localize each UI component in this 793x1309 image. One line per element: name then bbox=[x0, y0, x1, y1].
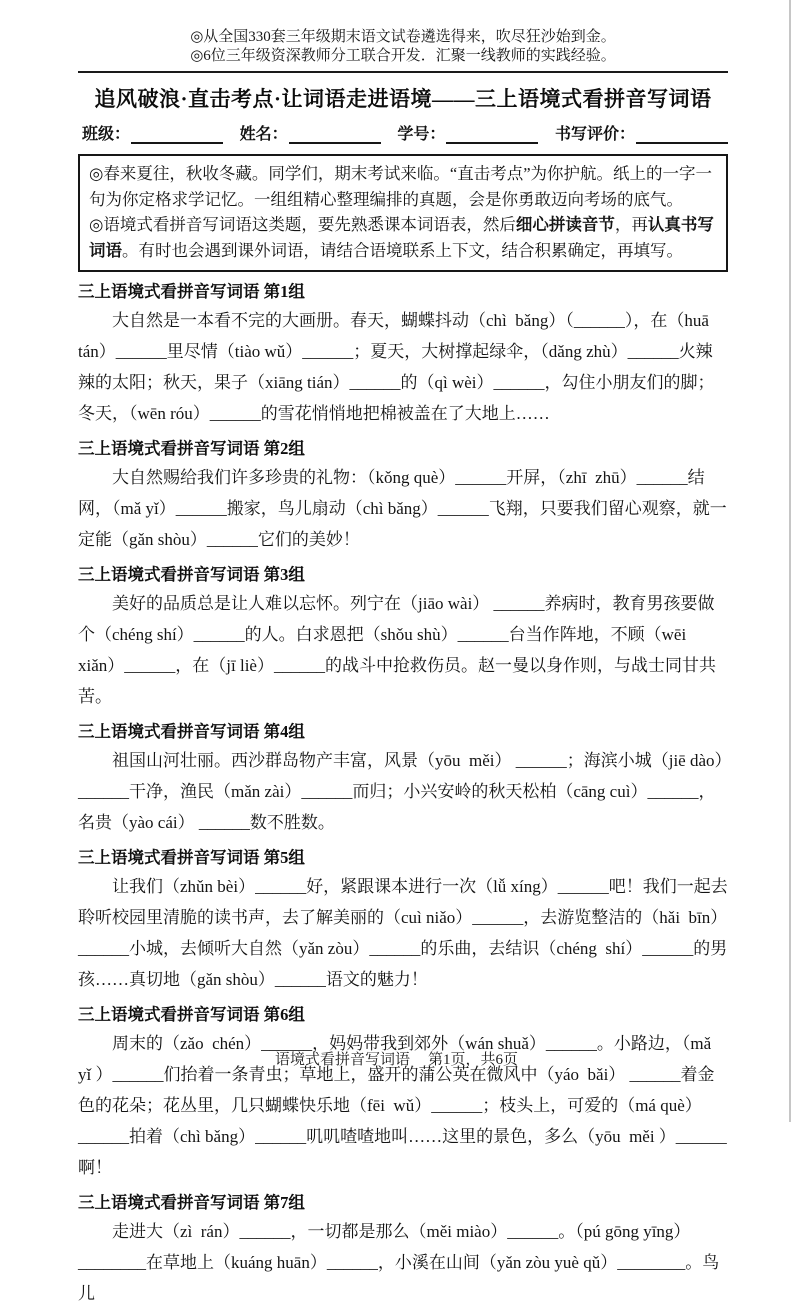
group-heading: 三上语境式看拼音写词语 第6组 bbox=[78, 1005, 305, 1024]
student-id-field bbox=[397, 121, 538, 144]
group-heading: 三上语境式看拼音写词语 第1组 bbox=[78, 282, 305, 301]
intro-paragraph-1: ◎春来夏往，秋收冬藏。同学们，期末考试来临。“直击考点”为你护航。纸上的一字一句为你定格求学记忆。一组组精心整理编排的真题，会是你勇敢迈向考场的底气。 bbox=[89, 164, 713, 209]
group-paragraph: 大自然赐给我们许多珍贵的礼物：（kǒng què）______开屏，（zhī zhū）______结网，（mǎ yǐ）______搬家，鸟儿扇动（chì bǎng）______飞翔，只要我们留心观察，就一定能（gǎn shòu）______它们的美妙！ bbox=[78, 468, 727, 549]
handwriting-rating-label: 书写评价： bbox=[554, 126, 635, 143]
group-heading: 三上语境式看拼音写词语 第2组 bbox=[78, 439, 305, 458]
class-field bbox=[82, 121, 223, 144]
header-tagline-1: ◎从全国330套三年级期末语文试卷遴选得来，吹尽狂沙始到金。 bbox=[190, 29, 616, 45]
student-id-label: 学号： bbox=[397, 126, 446, 143]
handwriting-rating-blank-line bbox=[636, 126, 728, 144]
page-footer bbox=[0, 1048, 793, 1069]
name-field bbox=[240, 121, 381, 144]
worksheet-content bbox=[78, 28, 728, 1309]
header-tagline-2: ◎6位三年级资深教师分工联合开发．汇聚一线教师的实践经验。 bbox=[190, 48, 616, 64]
group-heading: 三上语境式看拼音写词语 第4组 bbox=[78, 722, 305, 741]
group-paragraph: 祖国山河壮丽。西沙群岛物产丰富，风景（yōu měi） ______；海滨小城（jiē dào）______干净，渔民（mǎn zài）______而归；小兴安岭的秋天松柏（cāng cuì）______，名贵（yào cái） ______数不胜数。 bbox=[78, 751, 724, 832]
group-paragraph: 走进大（zì rán）______，一切都是那么（měi miào）______。（pú gōng yīng）________在草地上（kuáng huān）______，小溪在山间（yǎn zòu yuè qǔ）________。鸟儿 bbox=[78, 1222, 720, 1303]
group-section-4 bbox=[78, 719, 728, 838]
intro-text-segment-bold: 认真书写词语 bbox=[89, 215, 714, 260]
scan-edge-artifact bbox=[789, 0, 791, 1122]
intro-text-segment: 。有时也会遇到课外词语，请结合语境联系上下文，结合积累确定，再填写。 bbox=[122, 240, 683, 260]
class-blank-line bbox=[131, 126, 223, 144]
header-divider bbox=[78, 71, 728, 73]
group-section-6 bbox=[78, 1002, 728, 1183]
group-paragraph: 让我们（zhǔn bèi）______好，紧跟课本进行一次（lǚ xíng）______吧！我们一起去聆听校园里清脆的读书声，去了解美丽的（cuì niǎo）______，去游览整洁的（hǎi bīn）______小城，去倾听大自然（yǎn zòu）______的乐曲，去结识（chéng shí）______的男孩……真切地（gǎn shòu）______语文的魅力！ bbox=[78, 877, 728, 989]
intro-text-segment: ，再 bbox=[614, 215, 648, 234]
group-section-1 bbox=[78, 279, 728, 429]
group-heading: 三上语境式看拼音写词语 第5组 bbox=[78, 848, 305, 867]
group-paragraph: 美好的品质总是让人难以忘怀。列宁在（jiāo wài） ______养病时，教育男孩要做个（chéng shí）______的人。白求恩把（shǒu shù）______台当作阵地，不顾（wēi xiǎn）______，在（jī liè）______的战斗中抢救伤员。赵一曼以身作则，与战士同甘共苦。 bbox=[78, 594, 716, 706]
group-section-7 bbox=[78, 1190, 728, 1309]
footer-doc-title: 语境式看拼音写词语 bbox=[274, 1052, 410, 1068]
group-section-5 bbox=[78, 845, 728, 995]
header-taglines bbox=[78, 28, 728, 66]
intro-text-segment-bold: 细心拼读音节 bbox=[515, 215, 615, 234]
group-section-3 bbox=[78, 562, 728, 712]
page-title: 追风破浪·直击考点·让词语走进语境——三上语境式看拼音写词语 bbox=[94, 87, 712, 111]
group-section-2 bbox=[78, 436, 728, 555]
group-paragraph: 大自然是一本看不完的大画册。春天，蝴蝶抖动（chì bǎng）（______），在（huā tán）______里尽情（tiào wǔ）______；夏天，大树撑起绿伞，（dǎng zhù）______火辣辣的太阳；秋天，果子（xiāng tián）______的（qì wèi）______，勾住小朋友们的脚；冬天，（wēn róu）______的雪花悄悄地把棉被盖在了大地上…… bbox=[78, 311, 715, 423]
class-label: 班级： bbox=[82, 126, 131, 143]
handwriting-rating-field bbox=[555, 121, 728, 144]
group-heading: 三上语境式看拼音写词语 第3组 bbox=[78, 565, 305, 584]
student-info-row bbox=[82, 121, 728, 144]
group-heading: 三上语境式看拼音写词语 第7组 bbox=[78, 1193, 305, 1212]
group-paragraph: 周末的（zǎo chén）______，妈妈带我到郊外（wán shuǎ）______。小路边，（mǎ yǐ ）______们抬着一条青虫；草地上，盛开的蒲公英在微风中（yáo bǎi） ______着金色的花朵；花丛里，几只蝴蝶快乐地（fēi wǔ）______；枝头上，可爱的（má què） ______拍着（chì bǎng）______叽叽喳喳地叫……这里的景色，多么（yōu měi ）______啊！ bbox=[78, 1034, 727, 1177]
intro-paragraph-2 bbox=[89, 212, 717, 263]
name-label: 姓名： bbox=[239, 126, 288, 143]
intro-text-segment: ◎语境式看拼音写词语这类题，要先熟悉课本词语表，然后 bbox=[89, 215, 516, 234]
intro-box bbox=[78, 154, 728, 272]
footer-page-number: 第1页，共6页 bbox=[428, 1052, 519, 1068]
name-blank-line bbox=[289, 126, 381, 144]
student-id-blank-line bbox=[446, 126, 538, 144]
